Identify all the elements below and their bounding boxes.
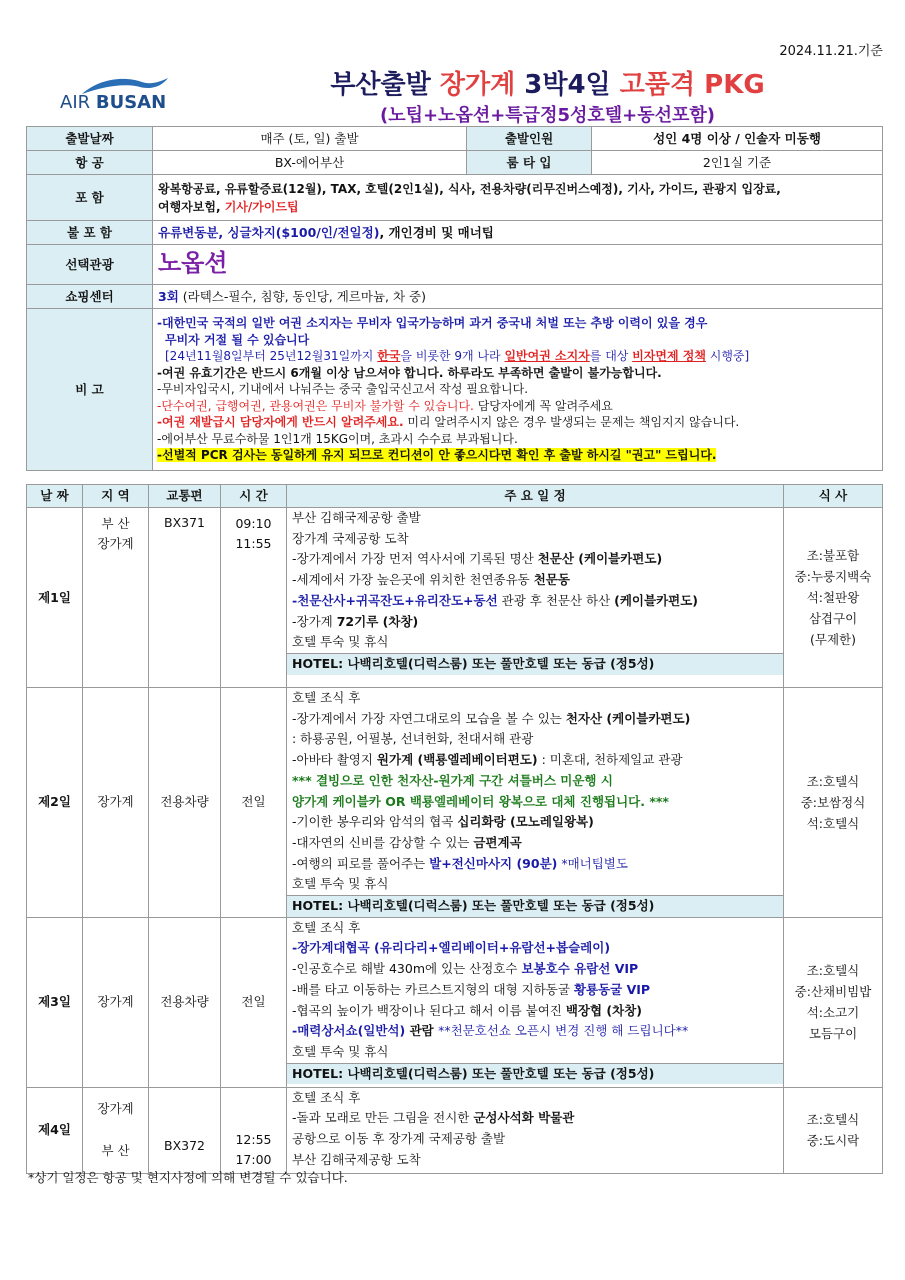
depart-people-value: 성인 4명 이상 / 인솔자 미동행 <box>592 127 883 151</box>
day2-transport: 전용차량 <box>149 688 221 918</box>
col-region: 지 역 <box>83 485 149 508</box>
day3-row <box>27 917 883 1087</box>
option-value: 노옵션 <box>153 245 883 285</box>
shop-value: 3회 (라텍스-필수, 침향, 동인당, 게르마늄, 차 중) <box>153 285 883 309</box>
day3-label: 제3일 <box>27 917 83 1087</box>
page-title: 부산출발 장가계 3박4일 고품격 PKG <box>330 70 765 100</box>
day1-hotel: HOTEL: 나백리호텔(디럭스룸) 또는 풀만호텔 또는 동급 (정5성) <box>287 653 783 675</box>
day3-region: 장가계 <box>83 917 149 1087</box>
day3-time: 전일 <box>221 917 287 1087</box>
logo-air: AIR <box>60 92 91 113</box>
remark-value: -대한민국 국적의 일반 여권 소지자는 무비자 입국가능하며 과거 중국내 처벌 또는 추방 이력이 있을 경우 무비자 거절 될 수 있습니다 [24년11월8일부터 25년12월31일까지 한국을 비롯한 9개 나라 일반여권 소지자를 대상 비자면제 정책 시행중] -여권 유효기간은 반드시 6개월 이상 남으셔야 합니다. 하루라도 부족하면 출발이 불가능합니다. -무비자입국시, 기내에서 나눠주는 중국 출입국신고서 작성 필요합니다. -단수여권, 급행여권, 관용여권은 무비자 불가할 수 있습니다. 담당자에게 꼭 알려주세요 -여권 재발급시 담당자에게 반드시 알려주세요. 미리 알려주시지 않은 경우 발생되는 문제는 책임지지 않습니다. -에어부산 무료수하물 1인1개 15KG이며, 초과시 수수료 부과됩니다. -선별적 PCR 검사는 동일하게 유지 되므로 컨디션이 안 좋으시다면 확인 후 출발 하시길 "권고" 드립니다. <box>153 309 883 471</box>
depart-people-label: 출발인원 <box>467 127 592 151</box>
include-label: 포 함 <box>27 175 153 221</box>
day1-region: 부 산 장가계 <box>83 508 149 688</box>
day4-label: 제4일 <box>27 1087 83 1173</box>
day2-itinerary: 호텔 조식 후 -장가계에서 가장 자연그대로의 모습을 볼 수 있는 천자산 (케이블카편도) : 하룡공원, 어필봉, 선녀헌화, 천대서해 관광 -아바타 촬영지 원가계 (백룡엘레베이터편도) : 미혼대, 천하제일교 관광 *** 결빙으로 인한 천자산-원가계 구간 셔틀버스 미운행 시 양가계 케이블카 OR 백룡엘레베이터 왕복으로 대체 진행됩니다. *** -기이한 봉우리와 암석의 협곡 십리화랑 (모노레일왕복) -대자연의 신비를 감상할 수 있는 금편계곡 -여행의 피로를 풀어주는 발+전신마사지 (90분) *매너팁별도 호텔 투숙 및 휴식 HOTEL: 나백리호텔(디럭스룸) 또는 풀만호텔 또는 동급 (정5성) <box>287 688 784 918</box>
reference-date: 2024.11.21.기준 <box>779 44 883 59</box>
col-time: 시 간 <box>221 485 287 508</box>
day2-region: 장가계 <box>83 688 149 918</box>
day4-transport: BX372 <box>149 1087 221 1173</box>
day3-transport: 전용차량 <box>149 917 221 1087</box>
footer-note: *상기 일정은 항공 및 현지사정에 의해 변경될 수 있습니다. <box>28 1170 348 1185</box>
room-value: 2인1실 기준 <box>592 151 883 175</box>
day2-row <box>27 688 883 918</box>
include-value: 왕복항공료, 유류할증료(12월), TAX, 호텔(2인1실), 식사, 전용차량(리무진버스예정), 기사, 가이드, 관광지 입장료, 여행자보험, 기사/가이드팁 <box>153 175 883 221</box>
day4-time: 12:55 17:00 <box>221 1087 287 1173</box>
depart-date-label: 출발날짜 <box>27 127 153 151</box>
logo-busan: BUSAN <box>95 92 167 113</box>
exclude-value: 유류변동분, 싱글차지($100/인/전일정), 개인경비 및 매너팁 <box>153 221 883 245</box>
day3-meal: 조:호텔식 중:산채비빔밥 석:소고기 모듬구이 <box>784 917 883 1087</box>
col-meal: 식 사 <box>784 485 883 508</box>
day4-region: 장가계 부 산 <box>83 1087 149 1173</box>
day4-row <box>27 1087 883 1173</box>
air-busan-logo <box>60 76 185 116</box>
remark-label: 비 고 <box>27 309 153 471</box>
day2-hotel: HOTEL: 나백리호텔(디럭스룸) 또는 풀만호텔 또는 동급 (정5성) <box>287 895 783 917</box>
day1-transport: BX371 <box>149 508 221 688</box>
day3-itinerary: 호텔 조식 후 -장가계대협곡 (유리다리+엘리베이터+유람선+봅슬레이) -인공호수로 해발 430m에 있는 산정호수 보봉호수 유람선 VIP -배를 타고 이동하는 카르스트지형의 대형 지하동굴 황룡동굴 VIP -협곡의 높이가 백장이나 된다고 해서 이름 붙여진 백장협 (차창) -매력상서쇼(일반석) 관람 **천문호선쇼 오픈시 변경 진행 해 드립니다** 호텔 투숙 및 휴식 HOTEL: 나백리호텔(디럭스룸) 또는 풀만호텔 또는 동급 (정5성) <box>287 917 784 1087</box>
info-table <box>26 126 883 471</box>
col-itinerary: 주 요 일 정 <box>287 485 784 508</box>
page-subtitle: (노팁+노옵션+특급정5성호텔+동선포함) <box>379 105 716 126</box>
day3-hotel: HOTEL: 나백리호텔(디럭스룸) 또는 풀만호텔 또는 동급 (정5성) <box>287 1063 783 1085</box>
day2-label: 제2일 <box>27 688 83 918</box>
col-transport: 교통편 <box>149 485 221 508</box>
room-label: 룸 타 입 <box>467 151 592 175</box>
option-label: 선택관광 <box>27 245 153 285</box>
day1-label: 제1일 <box>27 508 83 688</box>
day1-itinerary: 부산 김해국제공항 출발 장가계 국제공항 도착 -장가계에서 가장 먼저 역사서에 기록된 명산 천문산 (케이블카편도) -세계에서 가장 높은곳에 위치한 천연종유동 천문동 -천문산사+귀곡잔도+유리잔도+동선 관광 후 천문산 하산 (케이블카편도) -장가계 72기루 (차창) 호텔 투숙 및 휴식 HOTEL: 나백리호텔(디럭스룸) 또는 풀만호텔 또는 동급 (정5성) <box>287 508 784 688</box>
day2-time: 전일 <box>221 688 287 918</box>
depart-date-value: 매주 (토, 일) 출발 <box>153 127 467 151</box>
day4-meal: 조:호텔식 중:도시락 <box>784 1087 883 1173</box>
shop-label: 쇼핑센터 <box>27 285 153 309</box>
schedule-table <box>26 484 883 1174</box>
day1-meal: 조:불포함 중:누룽지백숙 석:철판왕 삼겹구이 (무제한) <box>784 508 883 688</box>
day4-itinerary: 호텔 조식 후 -돌과 모래로 만든 그림을 전시한 군성사석화 박물관 공항으로 이동 후 장가계 국제공항 출발 부산 김해국제공항 도착 <box>287 1087 784 1173</box>
day1-time: 09:10 11:55 <box>221 508 287 688</box>
day2-meal: 조:호텔식 중:보쌈정식 석:호텔식 <box>784 688 883 918</box>
col-day: 날 짜 <box>27 485 83 508</box>
airline-value: BX-에어부산 <box>153 151 467 175</box>
schedule-header-row <box>27 485 883 508</box>
exclude-label: 불 포 함 <box>27 221 153 245</box>
day1-row <box>27 508 883 688</box>
airline-label: 항 공 <box>27 151 153 175</box>
